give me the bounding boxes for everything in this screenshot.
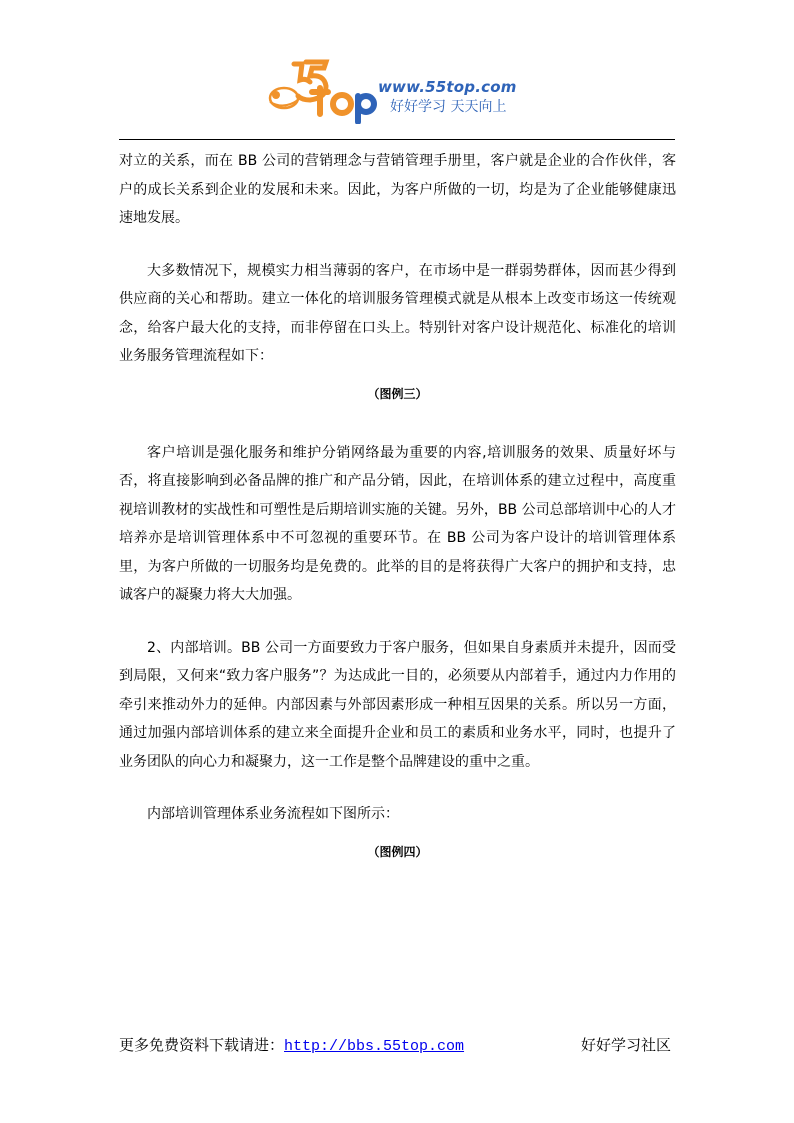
paragraph-1: 对立的关系，而在 BB 公司的营销理念与营销管理手册里，客户就是企业的合作伙伴，客户的成长关系到企业的发展和未来。因此，为客户所做的一切，均是为了企业能够健康迅速地发展。	[119, 153, 676, 226]
paragraph-4: 2、内部培训。BB 公司一方面要致力于客户服务，但如果自身素质并未提升，因而受到局限，又何来“致力客户服务”？为达成此一目的，必须要从内部着手，通过内力作用的牵引来推动外力的延伸。内部因素与外部因素形成一种相互因果的关系。所以另一方面，通过加强内部培训体系的建立来全面提升企业和员工的素质和业务水平，同时，也提升了业务团队的向心力和凝聚力，这一工作是整个品牌建设的重中之重。	[119, 639, 676, 770]
document-body	[119, 147, 676, 866]
paragraph-2: 大多数情况下，规模实力相当薄弱的客户，在市场中是一群弱势群体，因而甚少得到供应商的关心和帮助。建立一体化的培训服务管理模式就是从根本上改变市场这一传统观念，给客户最大化的支持，而非停留在口头上。特别针对客户设计规范化、标准化的培训业务服务管理流程如下：	[119, 262, 676, 364]
site-logo[interactable]	[262, 58, 532, 124]
paragraph-3: 客户培训是强化服务和维护分销网络最为重要的内容,培训服务的效果、质量好坏与否，将直接影响到必备品牌的推广和产品分销，因此，在培训体系的建立过程中，高度重视培训教材的实战性和可塑性是后期培训实施的关键。另外，BB 公司总部培训中心的人才培养亦是培训管理体系中不可忽视的重要环节。在 BB 公司为客户设计的培训管理体系里，为客户所做的一切服务均是免费的。此举的目的是将获得广大客户的拥护和支持，忠诚客户的凝聚力将大大加强。	[119, 444, 676, 603]
figure-caption-4: （图例四）	[367, 844, 428, 859]
footer-link[interactable]: http://bbs.55top.com	[284, 1038, 465, 1055]
site-url[interactable]: www.55top.com	[378, 78, 517, 96]
site-slogan: 好好学习 天天向上	[390, 99, 507, 115]
paragraph-5: 内部培训管理体系业务流程如下图所示：	[147, 806, 399, 822]
page-footer	[119, 1034, 675, 1062]
footer-community-name: 好好学习社区	[580, 1036, 671, 1054]
footer-prefix: 更多免费资料下载请进：	[119, 1036, 285, 1054]
header-divider	[119, 139, 675, 140]
figure-caption-3: （图例三）	[367, 386, 428, 401]
footer-download-note	[119, 1034, 464, 1055]
